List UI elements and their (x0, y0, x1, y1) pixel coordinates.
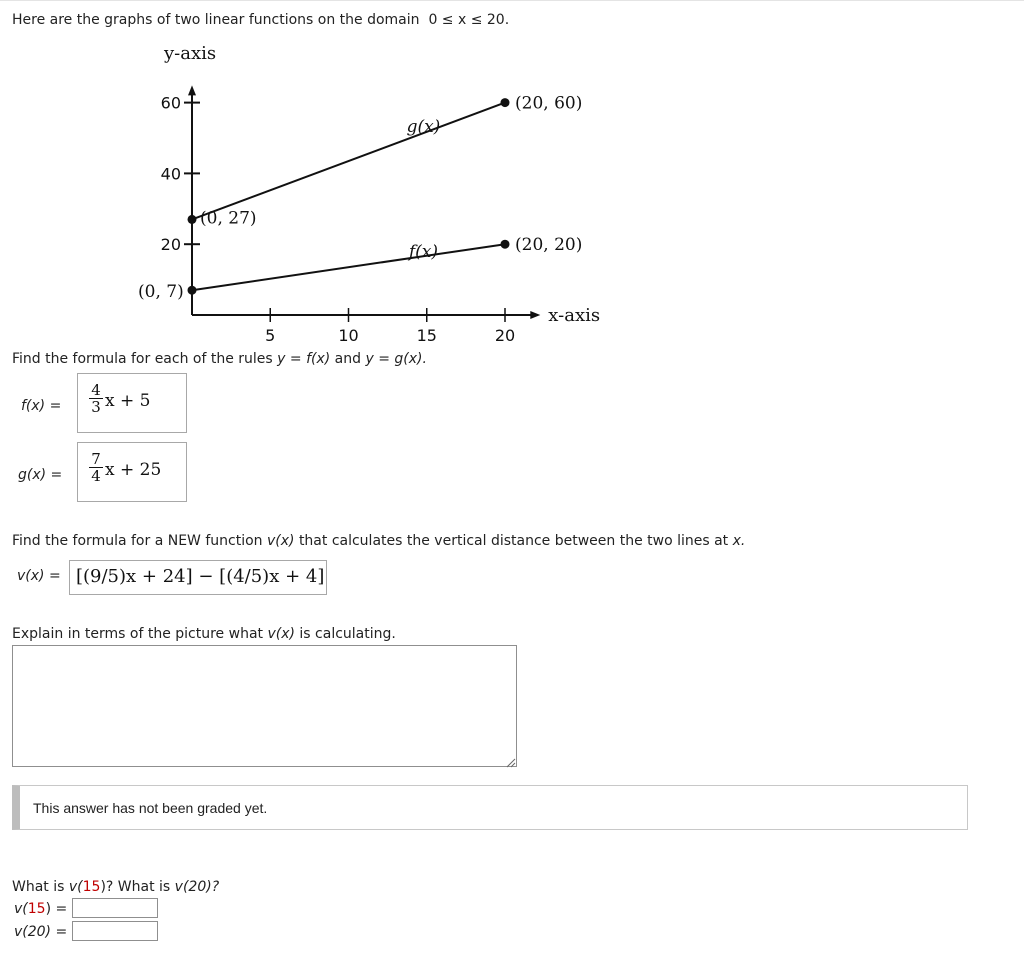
annotation-20-60: (20, 60) (515, 93, 583, 114)
series-point-gx (501, 98, 510, 107)
x-tick-label: 5 (265, 326, 276, 345)
y-axis-arrow-icon (188, 85, 196, 95)
graded-notice-text: This answer has not been graded yet. (33, 800, 268, 816)
x-axis-label: x-axis (548, 305, 601, 326)
x-axis-arrow-icon (530, 311, 540, 319)
annotation-20-20: (20, 20) (515, 235, 583, 256)
series-line-fx (192, 244, 505, 290)
g-answer-label: g(x) = (18, 467, 63, 483)
series-label-fx: f(x) (408, 242, 439, 263)
v-answer-expression: [(9/5)x + 24] − [(4/5)x + 4] (76, 566, 325, 587)
f-answer-rest: x + 5 (105, 391, 151, 411)
v15-input[interactable] (72, 898, 158, 918)
f-answer-box[interactable] (77, 373, 187, 433)
g-answer-rest: x + 25 (105, 460, 162, 480)
new-function-text: Find the formula for a NEW function v(x) that calculates the vertical distance between the two lines at x. (12, 533, 746, 549)
graded-notice (12, 785, 968, 830)
series-point-gx (188, 215, 197, 224)
f-fraction: 4 3 (89, 383, 103, 414)
x-tick-label: 10 (338, 326, 359, 345)
intro-text: Here are the graphs of two linear functions on the domain 0 ≤ x ≤ 20. (12, 12, 510, 28)
v-answer-label: v(x) = (17, 568, 61, 584)
g-fraction: 7 4 (89, 452, 103, 483)
v20-input[interactable] (72, 921, 158, 941)
v15-label: v(15) = (14, 901, 68, 917)
resize-grip-icon[interactable] (505, 757, 516, 768)
g-answer-box[interactable] (77, 442, 187, 502)
v-answer-box[interactable] (69, 560, 327, 595)
explain-prompt: Explain in terms of the picture what v(x) is calculating. (12, 626, 396, 642)
y-tick-label: 20 (160, 235, 181, 255)
final-question: What is v(15)? What is v(20)? (12, 879, 220, 895)
f-answer-label: f(x) = (21, 398, 62, 414)
series-line-gx (192, 103, 505, 220)
find-formula-text: Find the formula for each of the rules y = f(x) and y = g(x). (12, 351, 427, 367)
explain-textarea[interactable] (12, 645, 517, 767)
y-axis-label: y-axis (164, 43, 217, 64)
top-divider (0, 0, 1024, 1)
linear-functions-graph (120, 38, 601, 356)
v20-label: v(20) = (14, 924, 68, 940)
x-tick-label: 20 (494, 326, 516, 345)
series-label-gx: g(x) (406, 117, 441, 138)
annotation-0-27: (0, 27) (200, 208, 257, 229)
domain-math: 0 ≤ x ≤ 20. (428, 12, 510, 28)
series-point-fx (188, 286, 197, 295)
series-point-fx (501, 240, 510, 249)
annotation-0-7: (0, 7) (138, 282, 184, 303)
y-tick-label: 40 (160, 164, 181, 184)
y-tick-label: 60 (160, 93, 181, 113)
x-tick-label: 15 (416, 326, 437, 345)
